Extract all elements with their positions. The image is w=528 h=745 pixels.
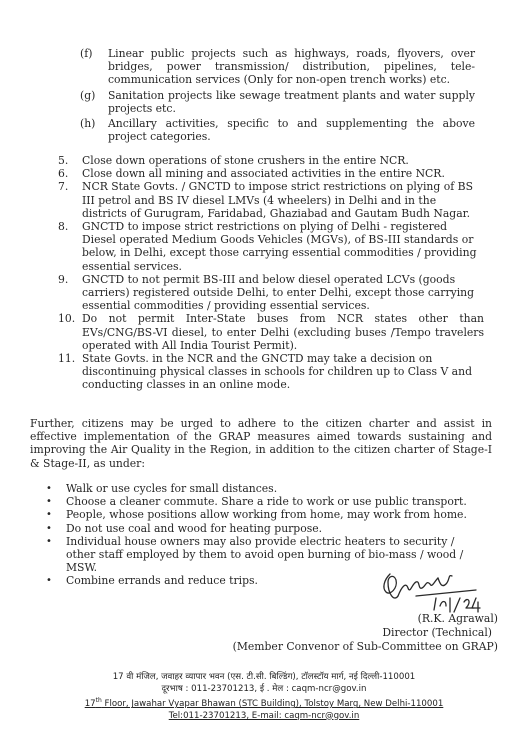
item-text: Choose a cleaner commute. Share a ride to work or use public transport.	[66, 495, 467, 509]
signatory-role: (Member Convenor of Sub-Committee on GRAP)	[232, 640, 498, 653]
footer-address-floor: 17	[84, 699, 96, 710]
list-item	[80, 117, 475, 143]
bullet-icon: •	[46, 483, 52, 494]
body-paragraph: Further, citizens may be urged to adhere to the citizen charter and assist in effective implementation of the GRAP measures aimed towards sustaining and improving the Air Quality in the Region, in addition to the citizen charter of Stage-I & Stage-II, as under:	[30, 417, 492, 470]
item-label: (f)	[80, 47, 93, 60]
list-item	[46, 508, 486, 521]
item-text: State Govts. in the NCR and the GNCTD may take a decision on discontinuing physical classes in schools for children up to Class V and conducting classes in an online mode.	[82, 352, 472, 392]
item-text: Close down all mining and associated activities in the entire NCR.	[82, 167, 445, 181]
item-text: GNCTD to impose strict restrictions on plying of Delhi - registered Diesel operated Medium Goods Vehicles (MGVs), of BS-III standards or below, in Delhi, except those carrying essential commodities / providing essential services.	[82, 220, 477, 273]
list-item	[58, 220, 484, 273]
footer-address-sup: th	[95, 697, 102, 705]
footer-hindi-contact: दूरभाष : 011-23701213, ई . मेल : caqm-ncr@gov.in	[161, 683, 367, 694]
item-text: Combine errands and reduce trips.	[66, 574, 258, 588]
footer-address	[0, 695, 528, 710]
list-item	[46, 495, 486, 508]
list-item	[46, 482, 486, 495]
item-label: 8.	[58, 220, 69, 234]
item-label: (g)	[80, 88, 96, 102]
item-label: 5.	[58, 154, 69, 167]
list-item	[58, 180, 484, 220]
item-text: Do not use coal and wood for heating purpose.	[66, 521, 323, 535]
item-text: Linear public projects such as highways, roads, flyovers, over bridges, power transmission/ distribution, pipelines, tele-communication services (Only for non-open trench works) etc.	[108, 47, 475, 87]
bullet-icon: •	[46, 509, 52, 521]
signatory-name: (R.K. Agrawal)	[417, 612, 498, 625]
item-label: (h)	[80, 117, 96, 131]
footer-hindi-address: 17 वी मंजिल, जवाहर व्यापार भवन (एस. टी.सी. बिल्डिंग), टॉलस्टॉय मार्ग, नई दिल्ली-110001	[112, 672, 416, 682]
item-label: 6.	[58, 167, 69, 181]
list-item	[80, 47, 475, 87]
item-label: 10.	[58, 312, 76, 326]
item-label: 9.	[58, 272, 69, 286]
footer-contact: Tel:011-23701213, E-mail: caqm-ncr@gov.in	[168, 710, 360, 721]
list-item	[58, 154, 484, 167]
item-text: GNCTD to not permit BS-III and below diesel operated LCVs (goods carriers) registered outside Delhi, to enter Delhi, except those carrying essential commodities / providing essential services.	[82, 272, 475, 313]
sub-item-list	[80, 47, 475, 145]
signatory-designation: Director (Technical)	[382, 626, 492, 639]
numbered-list	[58, 154, 484, 392]
bullet-icon: •	[46, 575, 52, 587]
item-text: Do not permit Inter-State buses from NCR states other than EVs/CNG/BS-VI diesel, to enter Delhi (excluding buses /Tempo travelers operated with All India Tourist Permit).	[82, 312, 484, 352]
page-footer	[0, 672, 528, 722]
item-text: Walk or use cycles for small distances.	[66, 482, 278, 495]
item-text: NCR State Govts. / GNCTD to impose strict restrictions on plying of BS III petrol and BS IV diesel LMVs (4 wheelers) in Delhi and in the districts of Gurugram, Faridabad, Ghaziabad and Gautam Budh Nagar.	[82, 180, 473, 220]
list-item	[58, 273, 484, 313]
bullet-icon: •	[46, 522, 52, 534]
list-item	[58, 352, 484, 392]
item-text: Ancillary activities, specific to and supplementing the above project categories.	[108, 117, 475, 144]
list-item	[58, 167, 484, 180]
item-text: Individual house owners may also provide electric heaters to security / other staff employed by them to avoid open burning of bio-mass / wood / MSW.	[66, 534, 464, 575]
bullet-icon: •	[46, 496, 52, 508]
item-text: Sanitation projects like sewage treatment plants and water supply projects etc.	[108, 88, 475, 115]
item-label: 7.	[58, 180, 69, 194]
list-item	[46, 522, 486, 535]
item-text: Close down operations of stone crushers in the entire NCR.	[82, 154, 409, 167]
item-text: People, whose positions allow working from home, may work from home.	[66, 508, 467, 522]
footer-address-rest: Floor, Jawahar Vyapar Bhawan (STC Building), Tolstoy Marg, New Delhi-110001	[101, 699, 444, 710]
list-item	[58, 312, 484, 352]
list-item	[80, 89, 475, 115]
item-label: 11.	[58, 352, 76, 366]
bullet-icon: •	[46, 535, 52, 547]
